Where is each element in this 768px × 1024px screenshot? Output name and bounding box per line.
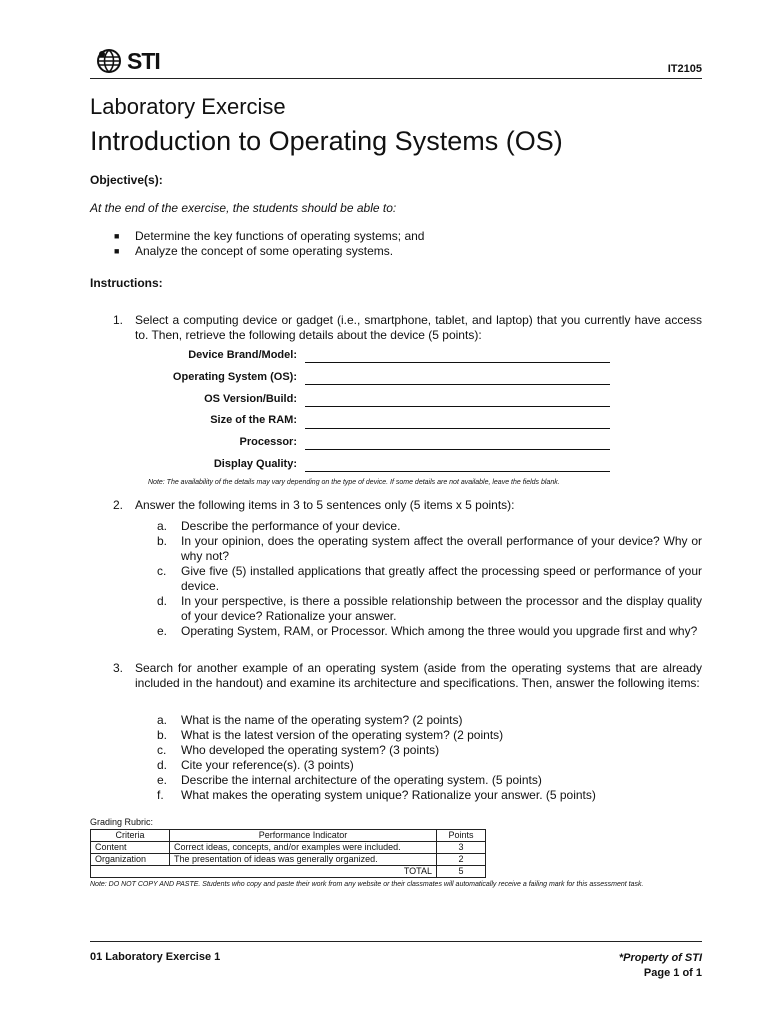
list-item: c. Give five (5) installed applications that greatly affect the processing speed or performance of your device. (157, 564, 702, 593)
footer-document-name: 01 Laboratory Exercise 1 (90, 951, 221, 963)
field-label-ram: Size of the RAM: (210, 414, 297, 426)
footer-right (619, 951, 702, 981)
table-cell: Correct ideas, concepts, and/or examples were included. (170, 842, 437, 854)
item-3-text: Search for another example of an operating system (aside from the operating systems that are already included in the handout) and examine its architecture and specifications. Then, answer the following items: (135, 661, 702, 690)
objective-item: ■ Analyze the concept of some operating systems. (114, 244, 394, 258)
objective-item: ■ Determine the key functions of operating systems; and (114, 229, 425, 243)
field-blank-os[interactable] (305, 384, 610, 385)
table-cell: The presentation of ideas was generally organized. (170, 854, 437, 866)
bullet-icon: ■ (114, 231, 120, 241)
item-number: 2. (113, 498, 124, 512)
table-header: Points (437, 830, 486, 842)
field-label-processor: Processor: (239, 436, 297, 448)
footer-page-number: Page 1 of 1 (643, 967, 702, 979)
footer-divider (90, 941, 702, 942)
footer-property: *Property of STI (618, 952, 702, 964)
document-subtitle: Laboratory Exercise (90, 94, 286, 119)
item-number: 1. (113, 313, 124, 327)
list-item: f. What makes the operating system unique? Rationalize your answer. (5 points) (157, 788, 596, 802)
document-title: Introduction to Operating Systems (OS) (90, 126, 563, 156)
table-cell: 2 (437, 854, 486, 866)
item-1-note: Note: The availability of the details may vary depending on the type of device. If some details are not available, leave the fields blank. (148, 479, 560, 486)
list-item: a. Describe the performance of your device. (157, 519, 401, 533)
field-blank-ram[interactable] (305, 428, 610, 429)
grading-rubric-table (90, 829, 486, 878)
list-item: b. What is the latest version of the operating system? (2 points) (157, 728, 504, 742)
item-2-text: Answer the following items in 3 to 5 sentences only (5 items x 5 points): (135, 498, 515, 512)
header-divider (90, 78, 702, 79)
item-number: 3. (113, 661, 124, 675)
field-label-display: Display Quality: (213, 458, 297, 470)
field-label-os: Operating System (OS): (172, 371, 297, 383)
field-label-device-brand: Device Brand/Model: (188, 349, 297, 361)
total-value: 5 (437, 866, 486, 878)
field-blank-display[interactable] (305, 471, 610, 472)
list-item: d. In your perspective, is there a possible relationship between the processor and the display quality of your device? Rationalize your answer. (157, 594, 702, 623)
list-item: d. Cite your reference(s). (3 points) (157, 758, 354, 772)
table-cell: Content (91, 842, 170, 854)
logo-text: STI (127, 48, 160, 74)
table-header: Performance Indicator (170, 830, 437, 842)
objectives-list (114, 229, 424, 259)
field-blank-processor[interactable] (305, 449, 610, 450)
bullet-icon: ■ (114, 246, 120, 256)
course-code: IT2105 (667, 63, 702, 75)
instructions-heading: Instructions: (90, 276, 163, 290)
list-item: e. Operating System, RAM, or Processor. Which among the three would you upgrade first and why? (157, 624, 698, 638)
table-header: Criteria (91, 830, 170, 842)
item-3-sublist (157, 713, 702, 803)
table-header-row (91, 830, 486, 842)
table-total-row (91, 866, 486, 878)
objectives-intro: At the end of the exercise, the students should be able to: (90, 201, 397, 215)
objectives-heading: Objective(s): (90, 173, 163, 187)
sti-logo (96, 48, 160, 74)
list-item: a. What is the name of the operating system? (2 points) (157, 713, 463, 727)
sti-globe-icon (96, 48, 124, 74)
field-blank-os-version[interactable] (305, 406, 610, 407)
field-blank-device-brand[interactable] (305, 362, 610, 363)
rubric-label: Grading Rubric: (90, 817, 154, 827)
total-label: TOTAL (91, 866, 437, 878)
list-item: e. Describe the internal architecture of the operating system. (5 points) (157, 773, 542, 787)
table-cell: Organization (91, 854, 170, 866)
rubric-note: Note: DO NOT COPY AND PASTE. Students who copy and paste their work from any website or their classmates will automatically receive a failing mark for this assessment task. (90, 881, 644, 888)
item-1-text: Select a computing device or gadget (i.e., smartphone, tablet, and laptop) that you currently have access to. Then, retrieve the following details about the device (5 points): (135, 313, 702, 342)
item-2-sublist (157, 519, 702, 639)
table-row (91, 854, 486, 866)
table-cell: 3 (437, 842, 486, 854)
list-item: c. Who developed the operating system? (3 points) (157, 743, 440, 757)
field-label-os-version: OS Version/Build: (204, 393, 297, 405)
list-item: b. In your opinion, does the operating system affect the overall performance of your device? Why or why not? (157, 534, 702, 563)
table-row (91, 842, 486, 854)
